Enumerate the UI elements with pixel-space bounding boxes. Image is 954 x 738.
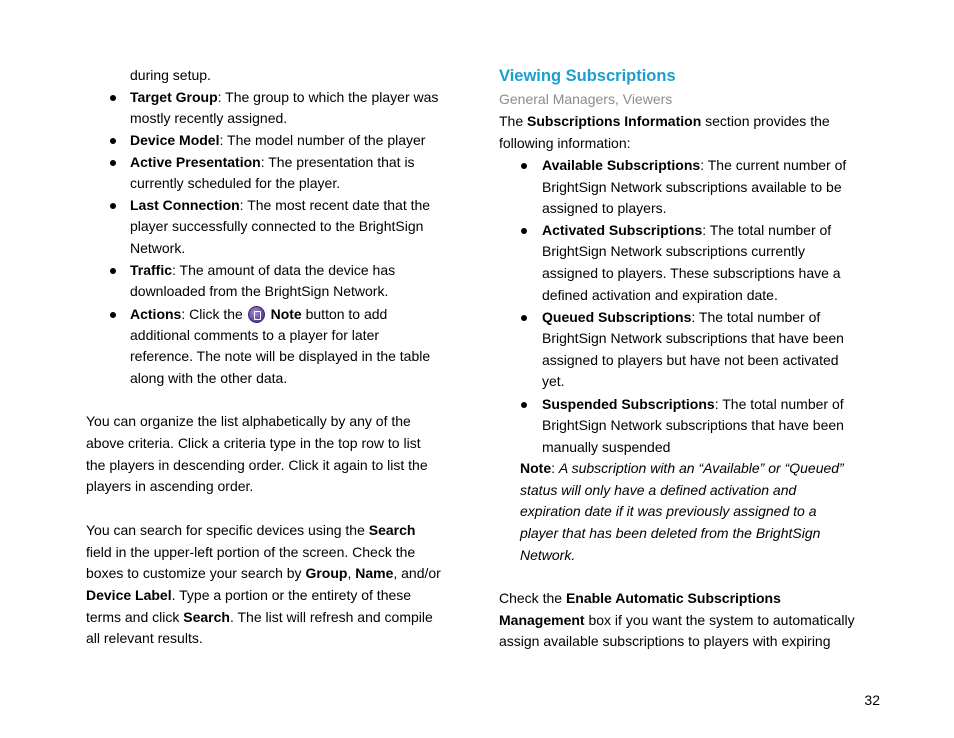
paragraph-line: terms and click Search. The list will refresh and compile — [86, 609, 433, 625]
paragraph-line: the players in descending order. Click it again to list the — [86, 457, 428, 473]
section-subheading: General Managers, Viewers — [499, 91, 673, 107]
bullet — [110, 312, 116, 318]
paragraph-line: all relevant results. — [86, 630, 203, 646]
text-line: yet. — [542, 373, 565, 389]
bullet — [521, 402, 527, 408]
paragraph-line: field in the upper-left portion of the screen. Check the — [86, 544, 416, 560]
text-line: player successfully connected to the BrightSign — [130, 218, 424, 234]
list-item: Device Model: The model number of the player — [130, 132, 426, 148]
list-item: Actions: Click the Note button to add — [130, 306, 388, 322]
list-item: Traffic: The amount of data the device has — [130, 262, 396, 278]
text-line: BrightSign Network subscriptions that have been — [542, 417, 844, 433]
text-line: additional comments to a player for later — [130, 327, 380, 343]
list-item: Suspended Subscriptions: The total number of — [542, 396, 844, 412]
paragraph-line: Check the Enable Automatic Subscriptions — [499, 590, 781, 606]
bullet — [110, 268, 116, 274]
paragraph-line: You can organize the list alphabetically by any of the — [86, 413, 411, 429]
note-line: status will only have a defined activation and — [520, 482, 797, 498]
text-line: mostly recently assigned. — [130, 110, 288, 126]
text-line: BrightSign Network subscriptions that have been — [542, 330, 844, 346]
paragraph-line: The Subscriptions Information section provides the — [499, 113, 830, 129]
bullet — [110, 160, 116, 166]
text-line: assigned to players. These subscriptions have a — [542, 265, 841, 281]
paragraph-line: following information: — [499, 135, 631, 151]
list-item: Queued Subscriptions: The total number of — [542, 309, 821, 325]
text-line: BrightSign Network subscriptions currently — [542, 243, 805, 259]
list-item: Active Presentation: The presentation that is — [130, 154, 415, 170]
text-line: Network. — [130, 240, 186, 256]
paragraph-line: boxes to customize your search by Group, Name, and/or — [86, 565, 441, 581]
note-line: Note: A subscription with an “Available” or “Queued” — [520, 460, 844, 476]
paragraph-line: Management box if you want the system to automatically — [499, 612, 855, 628]
paragraph-line: above criteria. Click a criteria type in the top row to list — [86, 435, 421, 451]
list-item: Last Connection: The most recent date that the — [130, 197, 431, 213]
note-icon — [248, 306, 265, 323]
paragraph-line: players in ascending order. — [86, 478, 254, 494]
note-line: player that has been deleted from the BrightSign — [520, 525, 821, 541]
bullet — [110, 95, 116, 101]
note-line: expiration date if it was previously assigned to a — [520, 503, 817, 519]
text-line: assigned to players. — [542, 200, 667, 216]
page-number: 32 — [864, 692, 880, 708]
bullet — [521, 315, 527, 321]
paragraph-line: Device Label. Type a portion or the entirety of these — [86, 587, 412, 603]
note-line: Network. — [520, 547, 576, 563]
bullet — [521, 163, 527, 169]
text-line: during setup. — [130, 67, 211, 83]
text-line: downloaded from the BrightSign Network. — [130, 283, 389, 299]
list-item: Available Subscriptions: The current number of — [542, 157, 847, 173]
list-item: Activated Subscriptions: The total number of — [542, 222, 832, 238]
text-line: along with the other data. — [130, 370, 288, 386]
section-heading: Viewing Subscriptions — [499, 67, 676, 85]
bullet — [110, 203, 116, 209]
text-line: currently scheduled for the player. — [130, 175, 341, 191]
paragraph-line: assign available subscriptions to players with expiring — [499, 633, 831, 649]
text-line: manually suspended — [542, 439, 671, 455]
paragraph-line: You can search for specific devices using the Search — [86, 522, 416, 538]
text-line: assigned to players but have not been activated — [542, 352, 839, 368]
bullet — [110, 138, 116, 144]
list-item: Target Group: The group to which the player was — [130, 89, 439, 105]
text-line: defined activation and expiration date. — [542, 287, 778, 303]
bullet — [521, 228, 527, 234]
text-line: reference. The note will be displayed in the table — [130, 348, 431, 364]
text-line: BrightSign Network subscriptions available to be — [542, 179, 842, 195]
